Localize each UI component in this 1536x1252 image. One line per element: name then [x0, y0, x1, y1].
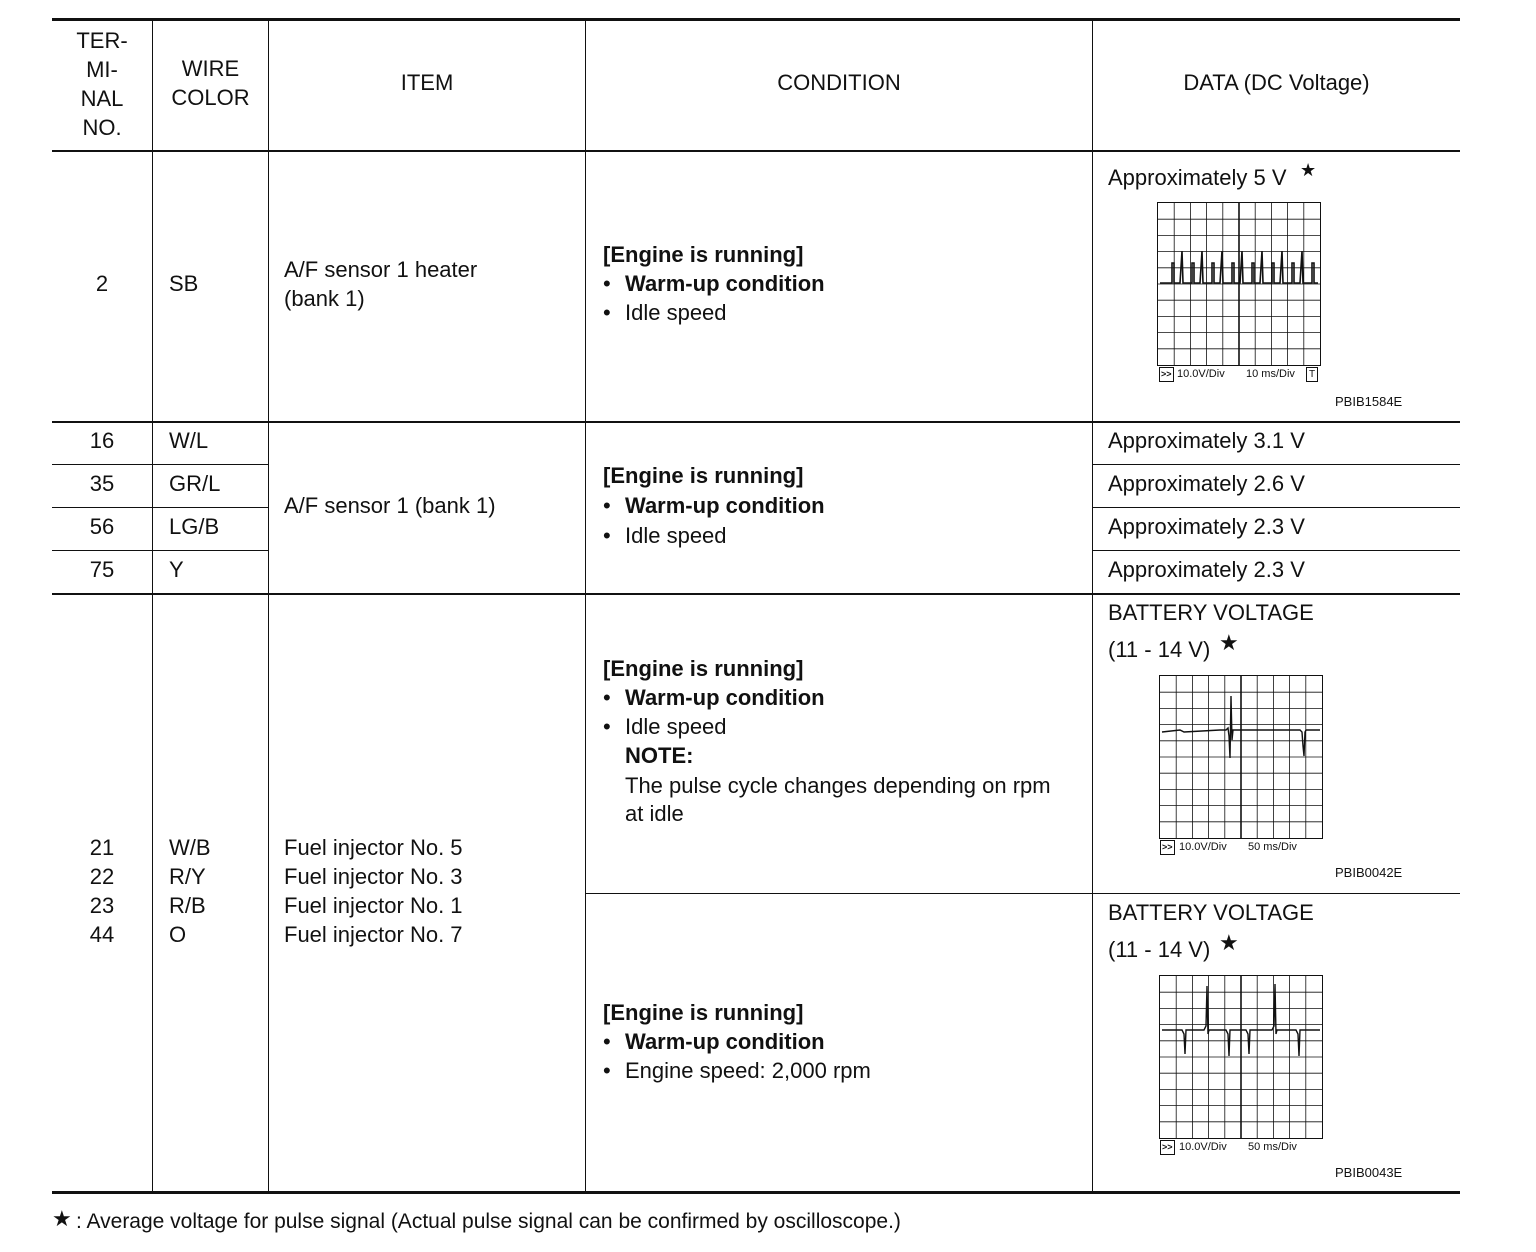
row2-data-divider [1093, 507, 1460, 508]
row1-item-line2: (bank 1) [284, 286, 365, 311]
row1-cond-bullet2: Idle speed [625, 300, 727, 325]
row1-cond-title: [Engine is running] [603, 242, 804, 267]
row1-scope-time: 10 ms/Div [1246, 368, 1295, 380]
row3a-cond-bullet2: Idle speed [625, 714, 727, 739]
row2-wire: Y [169, 557, 184, 582]
bullet: • [603, 271, 611, 296]
row3a-scope-volt: 10.0V/Div [1179, 841, 1227, 853]
oscilloscope-waveform-2 [1159, 675, 1323, 839]
bullet: • [603, 523, 611, 548]
row3-terminals: 21 22 23 44 [89, 835, 115, 947]
row3b-cond-bullet1: Warm-up condition [625, 1029, 825, 1054]
row2-sub-divider [52, 507, 268, 508]
bullet: • [603, 493, 611, 518]
row3b-scope-time: 50 ms/Div [1248, 1141, 1297, 1153]
row3a-scope-time: 50 ms/Div [1248, 841, 1297, 853]
row3a-scope-id: PBIB0042E [1335, 865, 1403, 880]
row2-wire: LG/B [169, 514, 220, 539]
col-divider [1092, 20, 1093, 1192]
row3b-scope-id: PBIB0043E [1335, 1165, 1403, 1180]
row2-data: Approximately 2.6 V [1108, 471, 1305, 496]
header-terminal-no: TER- MI- NAL NO. [76, 28, 128, 140]
oscilloscope-waveform-1 [1157, 202, 1321, 366]
row2-cond-title: [Engine is running] [603, 463, 804, 488]
row2-data: Approximately 2.3 V [1108, 557, 1305, 582]
table-top-border [52, 18, 1460, 21]
header-wire-color: WIRE COLOR [171, 56, 250, 110]
row1-wire: SB [169, 271, 199, 296]
row2-cond-bullet2: Idle speed [625, 523, 727, 548]
row2-bottom-border [52, 593, 1460, 595]
bullet: • [603, 300, 611, 325]
row3a-data-line2: (11 - 14 V) [1108, 637, 1211, 662]
row1-terminal: 2 [95, 271, 109, 296]
row1-bottom-border [52, 421, 1460, 423]
bullet: • [603, 685, 611, 710]
row2-terminal: 35 [89, 471, 115, 496]
row3-items: Fuel injector No. 5 Fuel injector No. 3 Fuel injector No. 1 Fuel injector No. 7 [284, 835, 463, 947]
star-icon: ★ [1300, 160, 1317, 180]
row3a-cond-title: [Engine is running] [603, 656, 804, 681]
row2-data: Approximately 3.1 V [1108, 428, 1305, 453]
row2-cond-bullet1: Warm-up condition [625, 493, 825, 518]
row3b-data-line2: (11 - 14 V) [1108, 937, 1211, 962]
footnote: : Average voltage for pulse signal (Actual pulse signal can be confirmed by oscilloscope.) [76, 1210, 901, 1233]
row1-scope-volt: 10.0V/Div [1177, 368, 1225, 380]
row1-scope-id: PBIB1584E [1335, 394, 1403, 409]
header-condition: CONDITION [777, 70, 901, 95]
row3a-note-line2: at idle [625, 801, 684, 826]
row1-scope-t: T [1306, 367, 1318, 382]
table-bottom-border [52, 1191, 1460, 1194]
row1-item-line1: A/F sensor 1 heater [284, 257, 478, 282]
row1-data-text: Approximately 5 V [1108, 165, 1287, 190]
col-divider [268, 20, 269, 1192]
row2-terminal: 75 [89, 557, 115, 582]
oscilloscope-waveform-3 [1159, 975, 1323, 1139]
row3a-data-line1: BATTERY VOLTAGE [1108, 600, 1314, 625]
row3a-divider [586, 893, 1460, 894]
bullet: • [603, 714, 611, 739]
row2-sub-divider [52, 550, 268, 551]
row3-wires: W/B R/Y R/B O [169, 835, 211, 947]
double-arrow-icon: >> [1160, 1140, 1175, 1155]
star-icon: ★ [52, 1206, 72, 1231]
bullet: • [603, 1029, 611, 1054]
col-divider [152, 20, 153, 1192]
row2-terminal: 56 [89, 514, 115, 539]
star-icon: ★ [1219, 630, 1239, 655]
col-divider [585, 20, 586, 1192]
row3b-scope-volt: 10.0V/Div [1179, 1141, 1227, 1153]
row3a-cond-bullet1: Warm-up condition [625, 685, 825, 710]
row2-wire: GR/L [169, 471, 221, 496]
row2-data-divider [1093, 550, 1460, 551]
row1-cond-bullet1: Warm-up condition [625, 271, 825, 296]
row3b-cond-bullet2: Engine speed: 2,000 rpm [625, 1058, 871, 1083]
header-bottom-border [52, 150, 1460, 152]
double-arrow-icon: >> [1159, 367, 1174, 382]
row2-wire: W/L [169, 428, 209, 453]
row2-sub-divider [52, 464, 268, 465]
row2-item: A/F sensor 1 (bank 1) [284, 493, 496, 518]
header-item: ITEM [400, 70, 454, 95]
row3b-data-line1: BATTERY VOLTAGE [1108, 900, 1314, 925]
row2-terminal: 16 [89, 428, 115, 453]
bullet: • [603, 1058, 611, 1083]
row3a-note-label: NOTE: [625, 743, 694, 768]
row3b-cond-title: [Engine is running] [603, 1000, 804, 1025]
row3a-note-line1: The pulse cycle changes depending on rpm [625, 773, 1051, 798]
row2-data: Approximately 2.3 V [1108, 514, 1305, 539]
star-icon: ★ [1219, 930, 1239, 955]
row2-data-divider [1093, 464, 1460, 465]
double-arrow-icon: >> [1160, 840, 1175, 855]
header-data: DATA (DC Voltage) [1183, 70, 1370, 95]
